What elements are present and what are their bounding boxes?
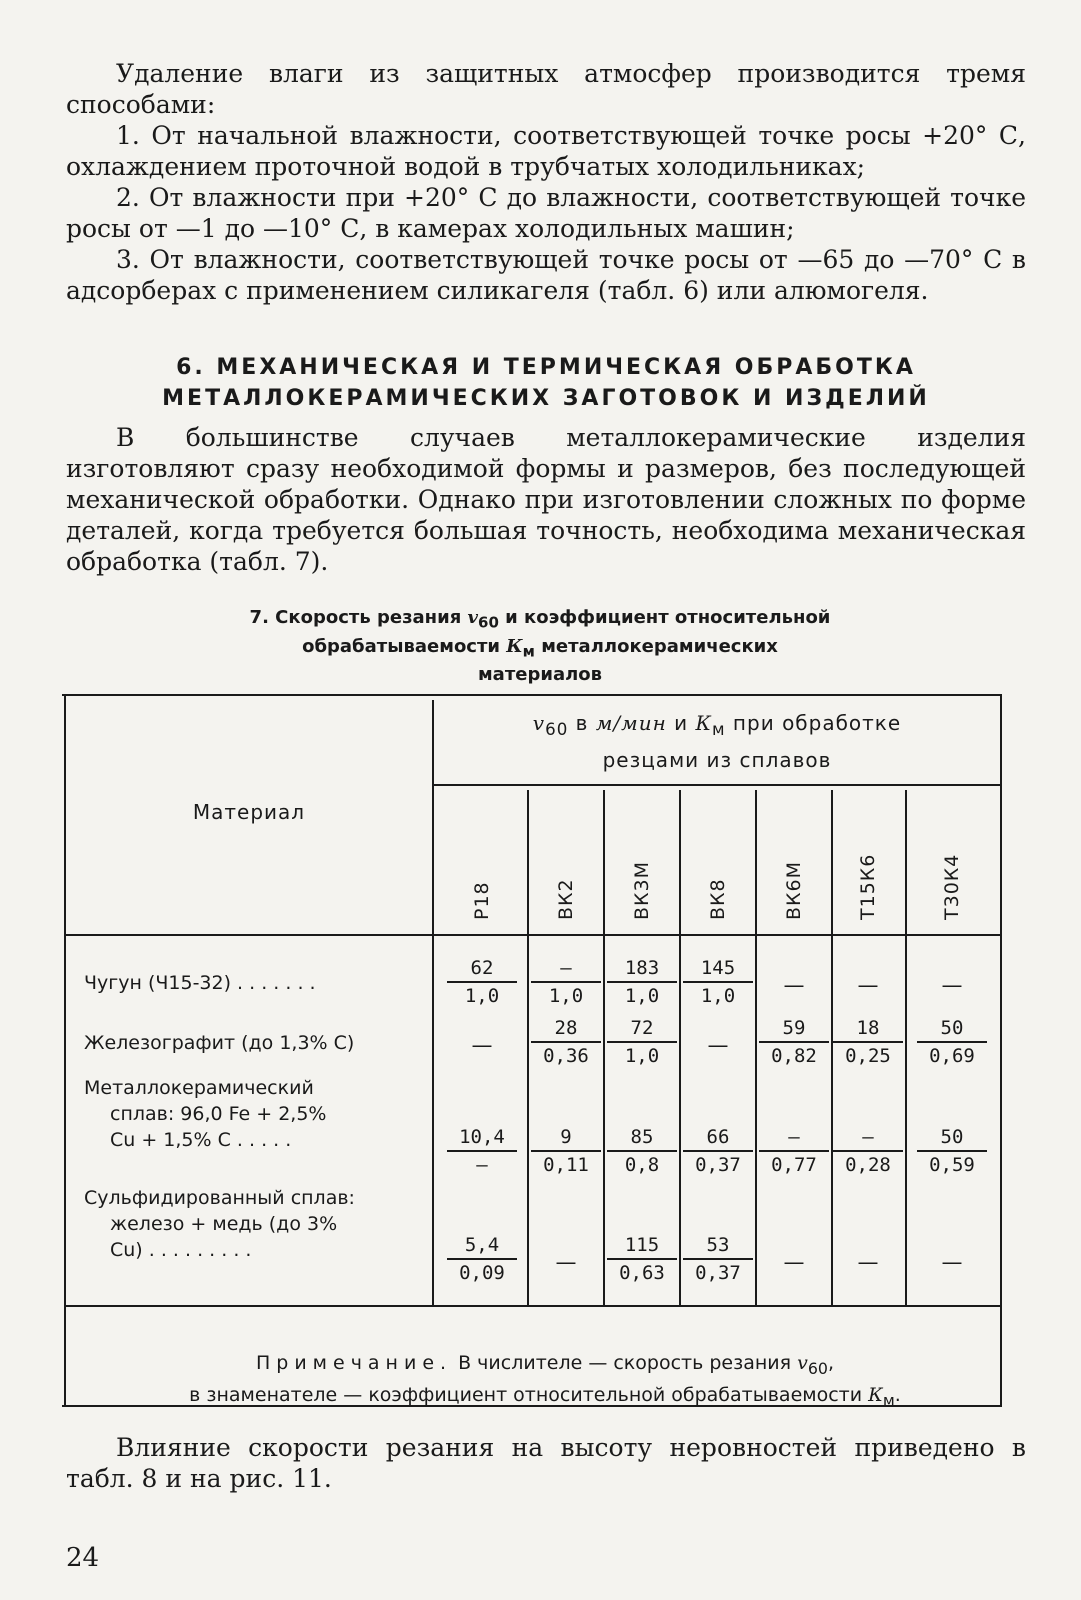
table-cell: — <box>471 1033 493 1057</box>
cell-numerator: 72 <box>607 1015 677 1043</box>
table-note <box>100 1350 990 1414</box>
intro-item-2: 2. От влажности при +20° С до влажности, соответствующей точке росы от —1 до —10° С, в камерах холодильных машин; <box>66 183 1026 243</box>
column-header <box>452 810 512 950</box>
note-k: К <box>868 1383 883 1406</box>
group-part-c: и <box>666 711 696 735</box>
section-heading-line-2: МЕТАЛЛОКЕРАМИЧЕСКИХ ЗАГОТОВОК И ИЗДЕЛИЙ <box>162 386 930 411</box>
column-header-label: ВК6М <box>783 860 805 920</box>
table-right-rule <box>1000 696 1002 1406</box>
table-cell <box>759 1124 829 1178</box>
table-cell <box>447 1232 517 1286</box>
cell-denominator: 0,63 <box>619 1262 665 1284</box>
table-cell <box>531 955 601 1009</box>
row-label <box>84 1030 354 1056</box>
column-header-label: ВК2 <box>555 878 577 920</box>
column-header <box>536 810 596 950</box>
column-header <box>688 810 748 950</box>
table-cell: — <box>857 973 879 997</box>
table-cell <box>607 1232 677 1286</box>
column-rule <box>679 790 681 1305</box>
column-header-label: Т30К4 <box>941 853 963 920</box>
cell-numerator: 62 <box>447 955 517 983</box>
cell-numerator: 66 <box>683 1124 753 1152</box>
table-cell: — <box>941 973 963 997</box>
cell-numerator: 53 <box>683 1232 753 1260</box>
table-top-rule <box>62 694 1002 696</box>
cell-numerator: 85 <box>607 1124 677 1152</box>
table-cell <box>683 1124 753 1178</box>
section-heading-line-1: 6. МЕХАНИЧЕСКАЯ И ТЕРМИЧЕСКАЯ ОБРАБОТКА <box>176 355 916 380</box>
cell-denominator: 1,0 <box>464 985 500 1007</box>
cell-numerator: 145 <box>683 955 753 983</box>
caption-part-e: материалов <box>477 664 603 686</box>
cell-numerator: — <box>759 1124 829 1152</box>
note-part-b: , <box>827 1352 835 1374</box>
column-rule <box>755 790 757 1305</box>
table-cell: — <box>941 1250 963 1274</box>
column-rule <box>527 790 529 1305</box>
cell-denominator: 0,59 <box>929 1154 975 1176</box>
cell-numerator: 18 <box>833 1015 903 1043</box>
row-label-line: Cu) . . . . . . . . . <box>110 1239 252 1261</box>
row-label <box>84 1185 355 1263</box>
cell-denominator: 1,0 <box>548 985 584 1007</box>
row-label-line: Чугун (Ч15-32) . . . . . . . <box>84 972 316 994</box>
cell-numerator: 10,4 <box>447 1124 517 1152</box>
note-v-sub: 60 <box>807 1358 828 1378</box>
caption-v: v <box>467 607 479 628</box>
cell-denominator: — <box>476 1154 488 1176</box>
group-k-sub: м <box>712 720 726 739</box>
cell-denominator: 0,11 <box>543 1154 589 1176</box>
outro-text <box>66 1432 1026 1494</box>
table-cell: — <box>555 1250 577 1274</box>
cell-numerator: — <box>833 1124 903 1152</box>
group-part-e: резцами из сплавов <box>602 748 832 772</box>
note-part-d: . <box>894 1383 901 1406</box>
cell-denominator: 0,37 <box>695 1154 741 1176</box>
row-label-line: Cu + 1,5% С . . . . . <box>110 1129 292 1151</box>
table-cell <box>447 955 517 1009</box>
table-cell <box>917 1124 987 1178</box>
cell-denominator: 0,37 <box>695 1262 741 1284</box>
column-header <box>838 810 898 950</box>
caption-v-sub: 60 <box>478 613 499 632</box>
intro-item-3: 3. От влажности, соответствующей точке росы от —65 до —70° С в адсорберах с применением силикагеля (табл. 6) или алюмогеля. <box>66 245 1026 305</box>
material-header: Материал <box>192 800 306 824</box>
column-header <box>764 810 824 950</box>
note-title: Примечание. <box>255 1352 453 1374</box>
table-cell <box>607 1015 677 1069</box>
row-label-line: Сульфидированный сплав: <box>84 1187 355 1209</box>
table-caption <box>100 606 980 687</box>
table-cell <box>607 1124 677 1178</box>
group-header-rule <box>432 784 1000 786</box>
cell-denominator: 0,09 <box>459 1262 505 1284</box>
cell-numerator: 115 <box>607 1232 677 1260</box>
alloy-group-header <box>436 708 998 775</box>
table-cell: — <box>857 1250 879 1274</box>
column-rule <box>905 790 907 1305</box>
cell-denominator: 1,0 <box>624 1045 660 1067</box>
cell-denominator: 0,69 <box>929 1045 975 1067</box>
cell-denominator: 0,36 <box>543 1045 589 1067</box>
table-cell: — <box>707 1033 729 1057</box>
column-header-label: ВК8 <box>707 878 729 920</box>
cell-denominator: 1,0 <box>624 985 660 1007</box>
cell-numerator: 59 <box>759 1015 829 1043</box>
cell-numerator: 28 <box>531 1015 601 1043</box>
cell-numerator: 50 <box>917 1015 987 1043</box>
cell-denominator: 0,25 <box>845 1045 891 1067</box>
section-paragraph: В большинстве случаев металлокерамические изделия изготовляют сразу необходимой формы и размеров, без последующей механической обработки. Однако при изготовлении сложных по форме деталей, когда требуется большая точность, необходима механическая обработка (табл. 7). <box>66 423 1026 576</box>
table-cell <box>447 1124 517 1178</box>
cell-numerator: — <box>531 955 601 983</box>
column-rule <box>603 790 605 1305</box>
note-v: v <box>797 1352 808 1374</box>
table-cell <box>607 955 677 1009</box>
row-label <box>84 1075 327 1153</box>
table-cell: — <box>783 1250 805 1274</box>
group-v-sub: 60 <box>545 720 569 739</box>
table-cell <box>833 1124 903 1178</box>
column-header-label: Р18 <box>471 881 493 920</box>
outro-paragraph: Влияние скорости резания на высоту неровностей приведено в табл. 8 и на рис. 11. <box>66 1433 1026 1493</box>
note-part-c: в знаменателе — коэффициент относительной обрабатываемости <box>189 1383 869 1406</box>
note-top-rule <box>64 1305 1000 1307</box>
row-label <box>84 970 316 996</box>
caption-k-sub: м <box>522 642 535 661</box>
caption-part-b: и коэффициент относительной <box>498 607 831 628</box>
caption-part-a: 7. Скорость резания <box>249 607 468 628</box>
group-v: v <box>532 711 546 735</box>
cell-numerator: 50 <box>917 1124 987 1152</box>
intro-text <box>66 58 1026 306</box>
table-cell <box>917 1015 987 1069</box>
note-part-a: В числителе — скорость резания <box>452 1352 798 1374</box>
row-label-line: сплав: 96,0 Fe + 2,5% <box>110 1103 327 1125</box>
section-heading <box>66 352 1026 414</box>
cell-denominator: 0,8 <box>624 1154 660 1176</box>
group-part-b: в <box>568 711 596 735</box>
table-cell <box>531 1015 601 1069</box>
cell-denominator: 0,28 <box>845 1154 891 1176</box>
table-cell <box>759 1015 829 1069</box>
group-part-d: при обработке <box>725 711 902 735</box>
cell-denominator: 0,82 <box>771 1045 817 1067</box>
table-cell <box>833 1015 903 1069</box>
column-header <box>922 810 982 950</box>
cell-numerator: 183 <box>607 955 677 983</box>
group-unit: м/мин <box>595 711 667 735</box>
cell-denominator: 1,0 <box>700 985 736 1007</box>
column-header <box>612 810 672 950</box>
table-cell <box>683 1232 753 1286</box>
table-cell: — <box>783 973 805 997</box>
note-k-sub: м <box>882 1390 895 1410</box>
row-label-line: Железографит (до 1,3% С) <box>84 1032 355 1054</box>
caption-part-d: металлокерамических <box>534 635 778 657</box>
column-header-label: Т15К6 <box>857 853 879 920</box>
cell-denominator: 0,77 <box>771 1154 817 1176</box>
caption-k: К <box>506 635 523 657</box>
column-header-label: ВК3М <box>631 860 653 920</box>
cell-numerator: 5,4 <box>447 1232 517 1260</box>
material-column-rule <box>432 700 434 1305</box>
cell-numerator: 9 <box>531 1124 601 1152</box>
section-text <box>66 422 1026 577</box>
intro-item-1: 1. От начальной влажности, соответствующей точке росы +20° С, охлаждением проточной водой в трубчатых холодильниках; <box>66 121 1026 181</box>
table-cell <box>531 1124 601 1178</box>
caption-part-c: обрабатываемости <box>302 635 507 657</box>
intro-paragraph: Удаление влаги из защитных атмосфер производится тремя способами: <box>66 59 1026 119</box>
page-number: 24 <box>66 1543 100 1573</box>
group-k: К <box>695 711 712 735</box>
row-label-line: Металлокерамический <box>84 1077 314 1099</box>
row-label-line: железо + медь (до 3% <box>110 1213 338 1235</box>
table-cell <box>683 955 753 1009</box>
